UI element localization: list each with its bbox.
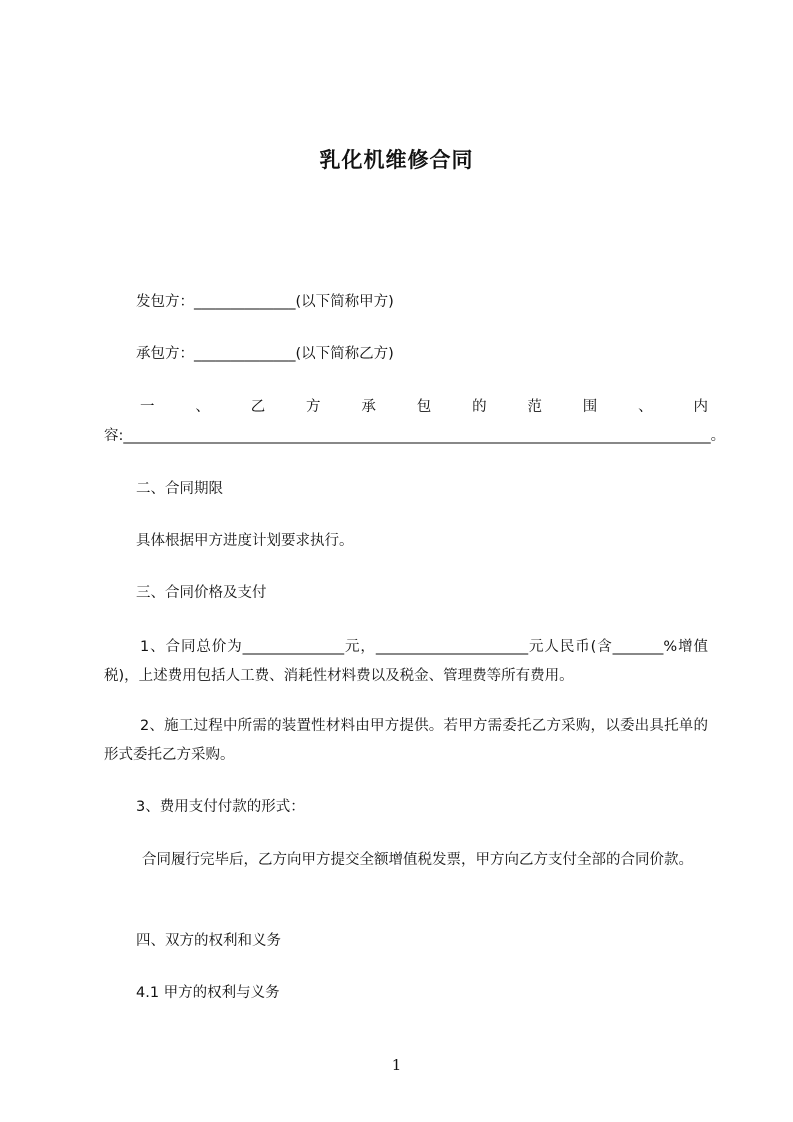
section-4-heading: 四、双方的权利和义务 — [136, 933, 281, 949]
party-a-line: 发包方：______________(以下简称甲方) — [136, 294, 394, 310]
clause-3-1: 1、合同总价为______________元，_____________________元人民币(含_______%增值税)，上述费用包括人工费、消耗性材料费以及税金、管理费等所有费用。 — [104, 639, 708, 684]
party-b-line: 承包方：______________(以下简称乙方) — [136, 346, 394, 362]
page-number: 1 — [391, 1056, 402, 1074]
clause-3-2: 2、施工过程中所需的装置性材料由甲方提供。若甲方需委托乙方采购，以委出具托单的形式委托乙方采购。 — [104, 718, 708, 763]
section-2-body: 具体根据甲方进度计划要求执行。 — [136, 533, 354, 549]
section-1-scope: 一、乙方承包的范围、内容:_________________________________________________________________________________。 — [104, 399, 726, 444]
document-title: 乳化机维修合同 — [319, 148, 474, 172]
clause-3-3: 3、费用支付付款的形式： — [136, 799, 305, 815]
clause-3-3-body: 合同履行完毕后，乙方向甲方提交全额增值税发票，甲方向乙方支付全部的合同价款。 — [142, 852, 693, 868]
section-3-heading: 三、合同价格及支付 — [136, 585, 267, 601]
clause-4-1: 4.1 甲方的权利与义务 — [136, 985, 280, 1001]
section-2-heading: 二、合同期限 — [136, 481, 223, 497]
